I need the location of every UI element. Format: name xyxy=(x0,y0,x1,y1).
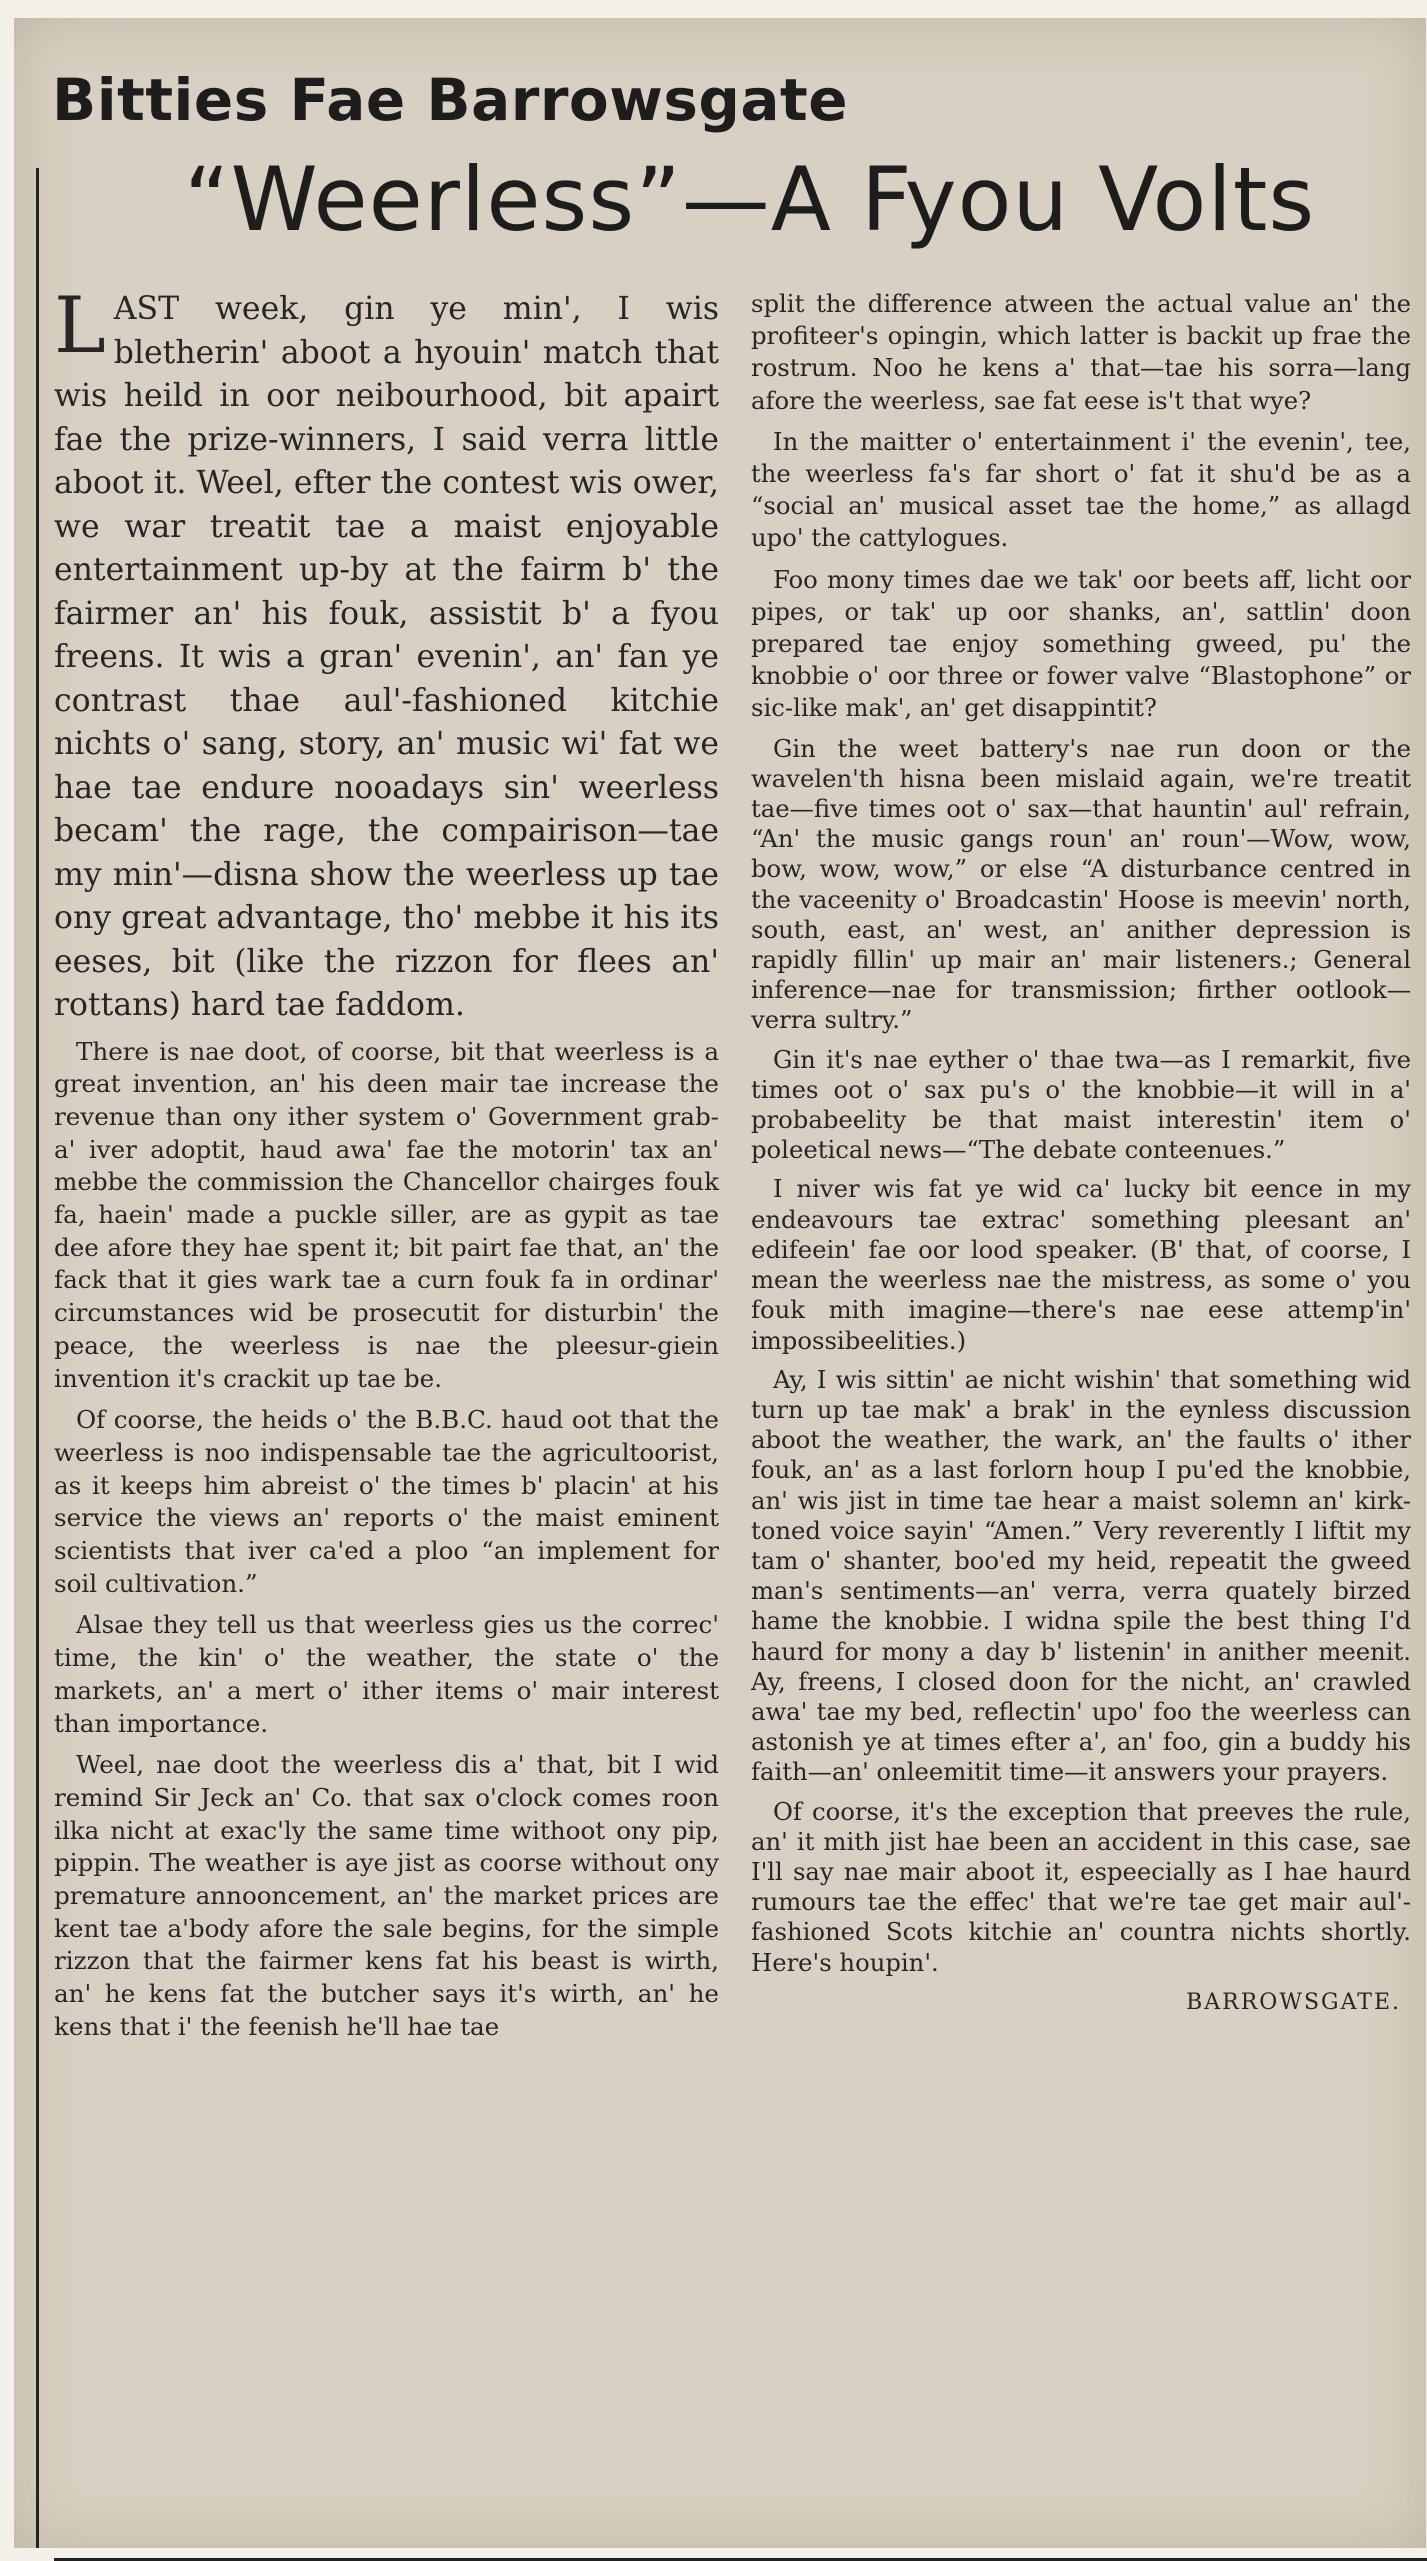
paragraph: I niver wis fat ye wid ca' lucky bit eence in my endeavours tae extrac' something pleesant an' edifeein' fae oor lood speaker. (B' that, of coorse, I mean the weerless nae the mistress, as some o' you fouk mith imagine—there's nae eese attemp'in' impossibeelities.) xyxy=(751,1174,1411,1355)
paragraph: Of coorse, it's the exception that preeves the rule, an' it mith jist hae been an accident in this case, sae I'll say nae mair aboot it, espeecially as I hae haurd rumours tae the effec' that we're tae get mair aul'-fashioned Scots kitchie an' countra nichts shortly. Here's houpin'. xyxy=(751,1796,1411,1977)
paragraph: Foo mony times dae we tak' oor beets aff, licht oor pipes, or tak' up oor shanks, an', sattlin' doon prepared tae enjoy something gweed, pu' the knobbie o' oor three or fower valve “Blastophone” or sic-like mak', an' get disappintit? xyxy=(751,564,1411,723)
paragraph: Gin the weet battery's nae run doon or the wavelen'th hisna been mislaid again, we're treatit tae—five times oot o' sax—that hauntin' aul' refrain, “An' the music gangs roun' an' roun'—Wow, wow, bow, wow, wow,” or else “A disturbance centred in the vaceenity o' Broadcastin' Hoose is meevin' north, south, east, an' west, an' anither depression is rapidly fillin' up mair an' mair listeners.; General inference—nae for transmission; firther ootlook—verra sultry.” xyxy=(751,733,1411,1035)
article-kicker: Bitties Fae Barrowsgate xyxy=(52,66,849,134)
paragraph: Alsae they tell us that weerless gies us the correc' time, the kin' o' the weather, the state o' the markets, an' a mert o' ither items o' mair interest than importance. xyxy=(54,1610,719,1738)
lead-paragraph xyxy=(54,281,719,1028)
paragraph: Ay, I wis sittin' ae nicht wishin' that something wid turn up tae mak' a brak' in the eynless discussion aboot the weather, the wark, an' the faults o' ither fouk, an' as a last forlorn houp I pu'ed the knobbie, an' wis jist in time tae hear a maist solemn an' kirk-toned voice sayin' “Amen.” Very reverently I liftit my tam o' shanter, boo'ed my heid, repeatit the gweed man's sentiments—an' verra, verra quately birzed hame the knobbie. I widna spile the best thing I'd haurd for mony a day b' listenin' in anither meenit. Ay, freens, I closed doon for the nicht, an' crawled awa' tae my bed, reflectin' upo' foo the weerless can astonish ye at times efter a', an' foo, gin a buddy his faith—an' onleemitit time—it answers your prayers. xyxy=(751,1364,1411,1787)
right-column xyxy=(751,288,1411,2015)
left-column xyxy=(54,281,719,2053)
paragraph: There is nae doot, of coorse, bit that weerless is a great invention, an' his deen mair tae increase the revenue than ony ither system o' Government grab-a' iver adoptit, haud awa' fae the motorin' tax an' mebbe the commission the Chancellor chairges fouk fa, haein' made a puckle siller, are as gypit as tae dee afore they hae spent it; bit pairt fae that, an' the fack that it gies wark tae a curn fouk fa in ordinar' circumstances wid be prosecutit for disturbin' the peace, the weerless is nae the pleesur-giein invention it's crackit up tae be. xyxy=(54,1036,719,1393)
author-signature: BARROWSGATE. xyxy=(1186,1989,1401,2015)
paragraph: Of coorse, the heids o' the B.B.C. haud oot that the weerless is noo indispensable tae the agricultoorist, as it keeps him abreist o' the times b' placin' at his service the views an' reports o' the maist eminent scientists that iver ca'ed a ploo “an implement for soil cultivation.” xyxy=(54,1405,719,1598)
newspaper-clipping xyxy=(14,18,1426,2548)
paragraph: Gin it's nae eyther o' thae twa—as I remarkit, five times oot o' sax pu's o' the knobbie—it will in a' probabeelity be that maist interestin' item o' poleetical news—“The debate conteenues.” xyxy=(751,1044,1411,1165)
drop-cap: L xyxy=(54,281,106,371)
paragraph: In the maitter o' entertainment i' the evenin', tee, the weerless fa's far short o' fat it shu'd be as a “social an' musical asset tae the home,” as allagd upo' the cattylogues. xyxy=(751,426,1411,553)
lead-text: AST week, gin ye min', I wis bletherin' aboot a hyouin' match that wis heild in oor neibourhood, bit apairt fae the prize-winners, I said verra little aboot it. Weel, efter the contest wis ower, we war treatit tae a maist enjoyable entertainment up-by at the fairm b' the fairmer an' his fouk, assistit b' a fyou freens. It wis a gran' evenin', an' fan ye contrast thae aul'-fashioned kitchie nichts o' sang, story, an' music wi' fat we hae tae endure nooadays sin' weerless becam' the rage, the compairison—tae my min'—disna show the weerless up tae ony great advantage, tho' mebbe it his its eeses, bit (like the rizzon for flees an' rottans) hard tae faddom. xyxy=(54,291,719,1023)
article-headline: “Weerless”—A Fyou Volts xyxy=(184,148,1316,251)
paragraph: split the difference atween the actual value an' the profiteer's opingin, which latter is backit up frae the rostrum. Noo he kens a' that—tae his sorra—lang afore the weerless, sae fat eese is't that wye? xyxy=(751,289,1411,415)
left-column-rule xyxy=(36,168,39,2548)
paragraph: Weel, nae doot the weerless dis a' that, bit I wid remind Sir Jeck an' Co. that sax o'clock comes roon ilka nicht at exac'ly the same time withoot ony pip, pippin. The weather is aye jist as coorse without ony premature annooncement, an' the market prices are kent tae a'body afore the sale begins, for the simple rizzon that the fairmer kens fat his beast is wirth, an' he kens fat the butcher says it's wirth, an' he kens that i' the feenish he'll hae tae xyxy=(54,1750,719,2041)
